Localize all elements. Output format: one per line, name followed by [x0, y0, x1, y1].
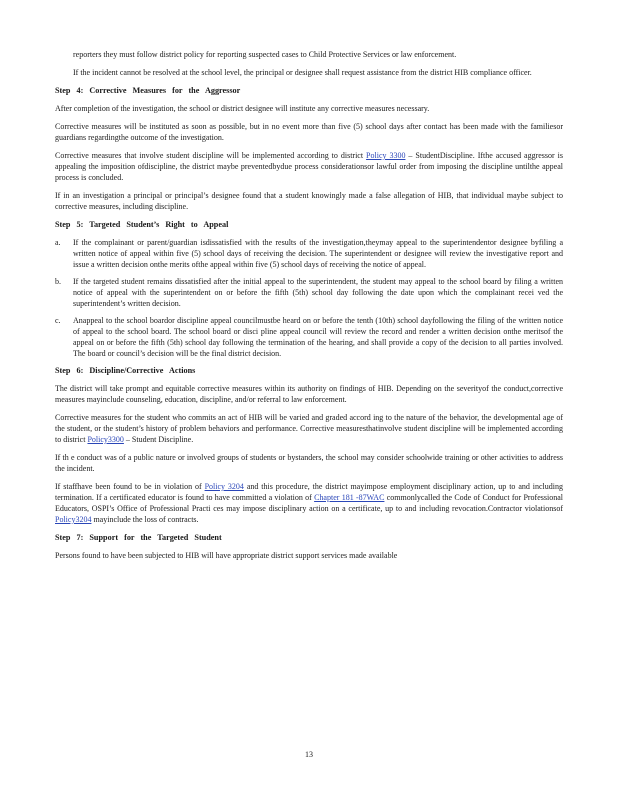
- appeal-list-item-a: [55, 237, 563, 270]
- step4-p3-text-before: Corrective measures that involve student discipline will be implemented according to district: [55, 151, 367, 160]
- policy-3300-link[interactable]: Policy 3300: [366, 151, 406, 160]
- step4-p3-text-after: – StudentDiscipline. Ifthe accused aggressor is appealing the imposition ofdiscipline, the district maybe preventedbydue process considerationsor lawful order from imposing the discipline untilthe appeal process is concluded.: [55, 151, 563, 182]
- step6-paragraph-3: If th e conduct was of a public nature or involved groups of students or bystanders, the school may consider schoolwide training or other activities to address the incident.: [55, 453, 563, 473]
- step6-paragraph-2: [55, 412, 563, 445]
- reporting-paragraph: reporters they must follow district policy for reporting suspected cases to Child Protective Services or law enforcement.: [73, 50, 457, 59]
- step7-paragraph-1: Persons found to have been subjected to HIB will have appropriate district support services made available: [55, 551, 398, 560]
- appeal-list-item-b: [55, 276, 563, 309]
- appeal-list-item-c: [55, 315, 563, 359]
- step6-p4-part-1: If staffhave been found to be in violation of: [55, 482, 205, 491]
- step7-heading: Step 7: Support for the Targeted Student: [55, 533, 222, 542]
- step4-paragraph-1: After completion of the investigation, the school or district designee will institute any corrective measures necessary.: [55, 104, 430, 113]
- step6-p4-part-4: mayinclude the loss of contracts.: [91, 515, 199, 524]
- list-letter-b: b.: [55, 277, 61, 286]
- continuation-block: [55, 49, 563, 78]
- step4-paragraph-3: [55, 150, 563, 183]
- step5-heading: Step 5: Targeted Student’s Right to Appeal: [55, 220, 229, 229]
- step6-p2-text-after: – Student Discipline.: [123, 435, 194, 444]
- list-text-c: Anappeal to the school boardor discipline appeal councilmustbe heard on or before the tenth (10th) school dayfollowing the filing of the written notice of appeal to the school board. The school board or disci pline appeal council will review the record and render a written decision onthe meritsof the appeal on or before the fifth (5th) school day following the termination of the hearing, and shall provide a copy of the decision to all parties involved. The board or council’s decision will be the final district decision.: [73, 316, 563, 358]
- step6-paragraph-1: The district will take prompt and equitable corrective measures within its authority on findings of HIB. Depending on the severityof the conduct,corrective measures mayinclude counseling, education, discipline, and/or referral to law enforcement.: [55, 384, 563, 404]
- document-body: [55, 49, 563, 568]
- chapter-181-87-wac-link[interactable]: Chapter 181 -87WAC: [314, 493, 385, 502]
- list-letter-a: a.: [55, 238, 61, 247]
- page-number: 13: [305, 750, 313, 759]
- step4-paragraph-2: Corrective measures will be instituted as soon as possible, but in no event more than five (5) school days after contact has been made with the familiesor guardians regardingthe outcome of the investigation.: [55, 122, 563, 142]
- step4-heading: Step 4: Corrective Measures for the Aggressor: [55, 86, 241, 95]
- step6-heading: Step 6: Discipline/Corrective Actions: [55, 366, 196, 375]
- unresolved-paragraph: If the incident cannot be resolved at the school level, the principal or designee shall request assistance from the district HIB compliance officer.: [73, 68, 532, 77]
- policy-3300-link-2[interactable]: Policy3300: [87, 435, 124, 444]
- step4-paragraph-4: If in an investigation a principal or principal’s designee found that a student knowingly made a false allegation of HIB, that individual maybe subject to corrective measures, including discipline.: [55, 191, 563, 211]
- step6-paragraph-4: [55, 481, 563, 525]
- step6-p4-part-2: and this procedure, the district mayimpose employment disciplinary action, up to and including termination. If a certificated educator is found to have committed a violation of: [55, 482, 564, 502]
- list-letter-c: c.: [55, 316, 61, 325]
- step6-p2-text-before: Corrective measures for the student who commits an act of HIB will be varied and graded accord ing to the nature of the behavior, the developmental age of the student, or the student’s history of problem behaviors and performance. Corrective measuresthatinvolve student discipline will be implemented according to district: [55, 413, 563, 444]
- step6-p4-part-3: commonlycalled the Code of Conduct for Professional Educators, OSPI’s Office of Professional Practi ces may impose disciplinary action on a certificate, up to and including revocation.Contractor violationsof: [55, 493, 563, 513]
- policy-3204-link[interactable]: Policy 3204: [204, 482, 244, 491]
- list-text-a: If the complainant or parent/guardian isdissatisfied with the results of the investigation,theymay appeal to the superintendentor designee byfiling a written notice of appeal within five (5) school days of receiving the decision. The superintendent or designee will review the investigative report and issue a written decision onthe merits ofthe appeal within five (5) school days of receiving the notice of appeal.: [73, 238, 563, 269]
- list-text-b: If the targeted student remains dissatisfied after the initial appeal to the superintendent, the student may appeal to the school board by filing a written notice of appeal with the superintendent on or before the fifth (5th) school day following the date upon which the complainant recei ved the superintendent’s written decision.: [73, 277, 563, 308]
- policy-3204-link-2[interactable]: Policy3204: [55, 515, 92, 524]
